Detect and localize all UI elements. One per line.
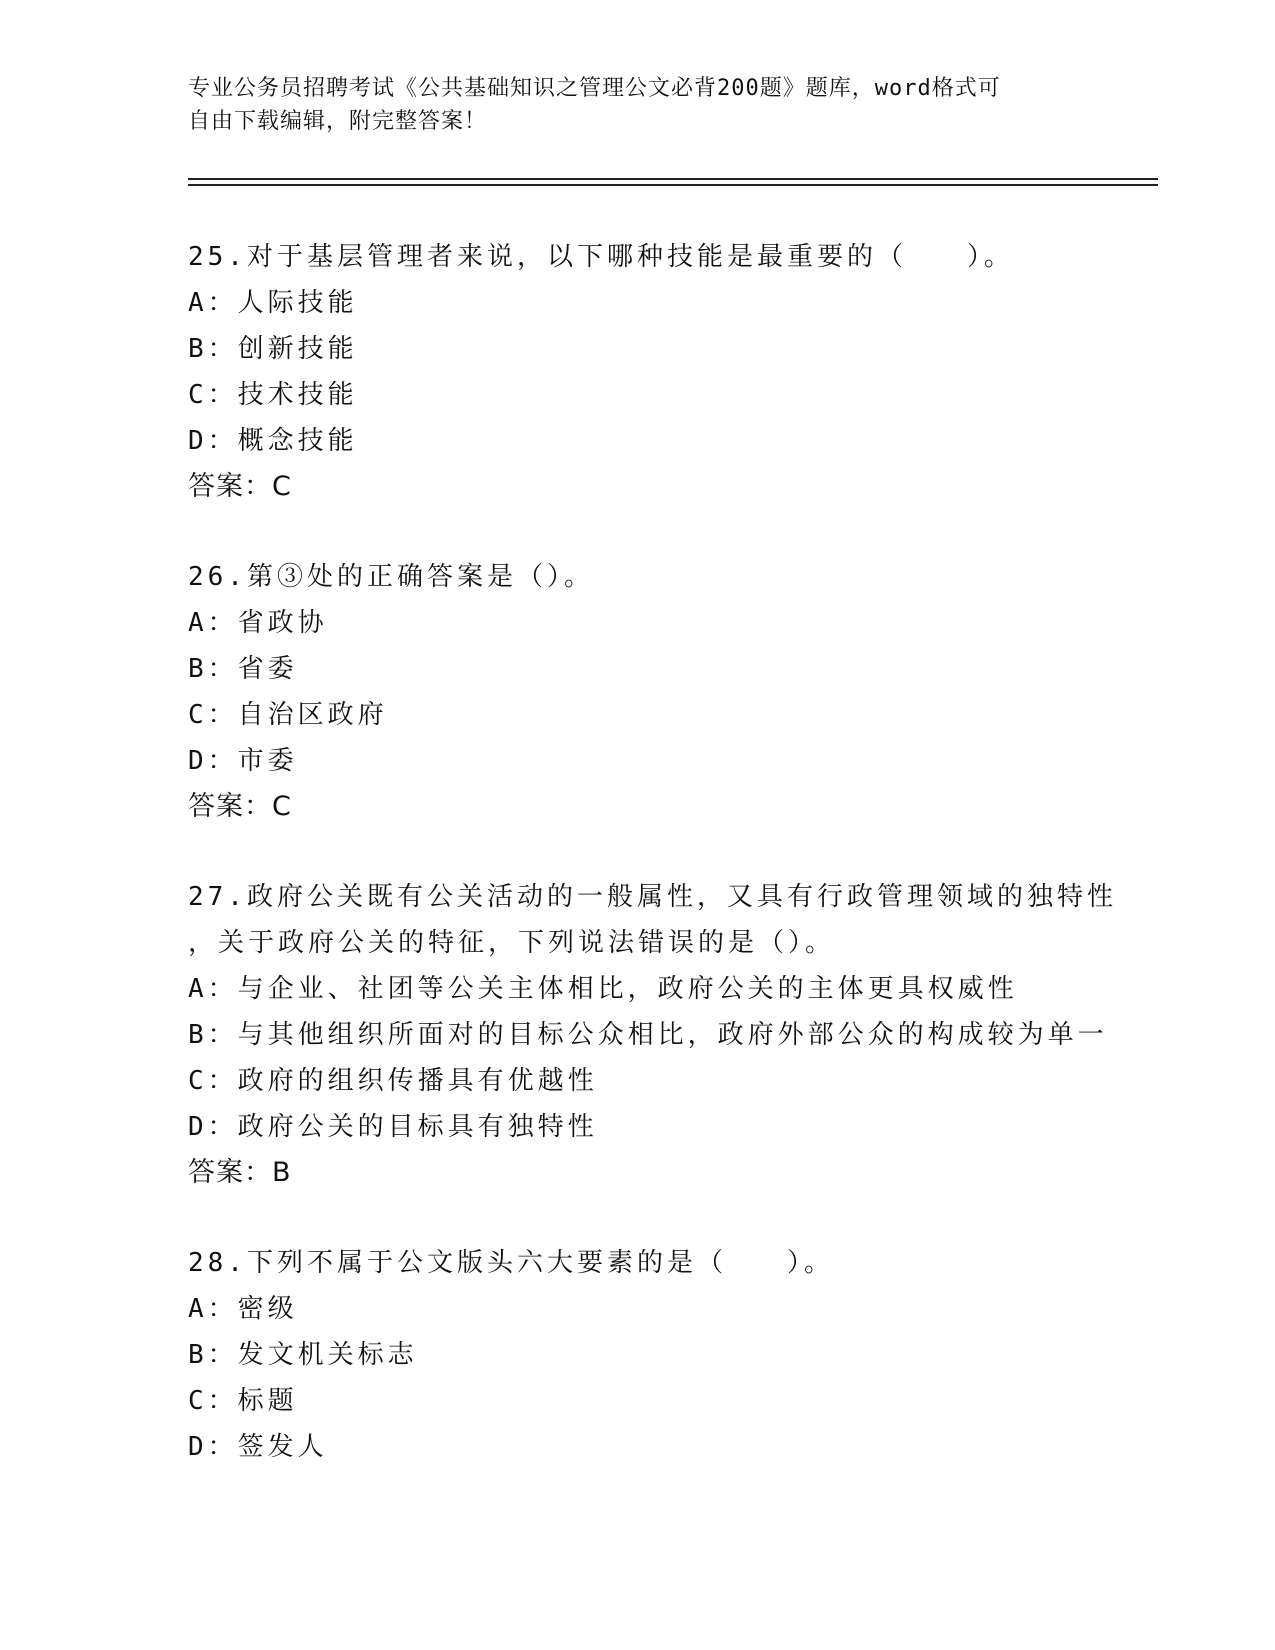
option-b: B：省委 <box>188 654 298 684</box>
option-d: D：市委 <box>188 746 298 776</box>
answer-label: 答案：C <box>188 471 292 502</box>
option-c: C：标题 <box>188 1386 298 1416</box>
question-25 <box>188 234 1188 510</box>
option-a: A：与企业、社团等公关主体相比，政府公关的主体更具权威性 <box>188 974 1018 1004</box>
option-c: C：技术技能 <box>188 380 358 410</box>
document-header <box>188 72 1088 138</box>
header-divider-top <box>188 178 1158 180</box>
question-stem: 27.政府公关既有公关活动的一般属性，又具有行政管理领域的独特性 <box>188 882 1117 912</box>
question-stem-continued: ，关于政府公关的特征，下列说法错误的是（）。 <box>188 928 836 958</box>
header-divider-bottom <box>188 184 1158 186</box>
question-28 <box>188 1240 1188 1470</box>
header-line-2: 自由下载编辑，附完整答案！ <box>188 109 488 134</box>
option-b: B：创新技能 <box>188 334 358 364</box>
option-a: A：省政协 <box>188 608 328 638</box>
option-b: B：发文机关标志 <box>188 1340 418 1370</box>
question-stem: 25.对于基层管理者来说，以下哪种技能是最重要的（ ）。 <box>188 242 1014 272</box>
header-line-1: 专业公务员招聘考试《公共基础知识之管理公文必背200题》题库，word格式可 <box>188 76 1001 101</box>
option-a: A：密级 <box>188 1294 298 1324</box>
option-c: C：政府的组织传播具有优越性 <box>188 1066 598 1096</box>
answer-label: 答案：B <box>188 1157 292 1188</box>
option-a: A：人际技能 <box>188 288 358 318</box>
option-d: D：签发人 <box>188 1432 328 1462</box>
answer-label: 答案：C <box>188 791 292 822</box>
option-d: D：政府公关的目标具有独特性 <box>188 1112 598 1142</box>
option-d: D：概念技能 <box>188 426 358 456</box>
question-stem: 26.第③处的正确答案是（）。 <box>188 562 594 592</box>
question-26 <box>188 554 1188 830</box>
option-c: C：自治区政府 <box>188 700 388 730</box>
option-b: B：与其他组织所面对的目标公众相比，政府外部公众的构成较为单一 <box>188 1020 1108 1050</box>
question-27 <box>188 874 1188 1196</box>
question-stem: 28.下列不属于公文版头六大要素的是（ ）。 <box>188 1248 834 1278</box>
